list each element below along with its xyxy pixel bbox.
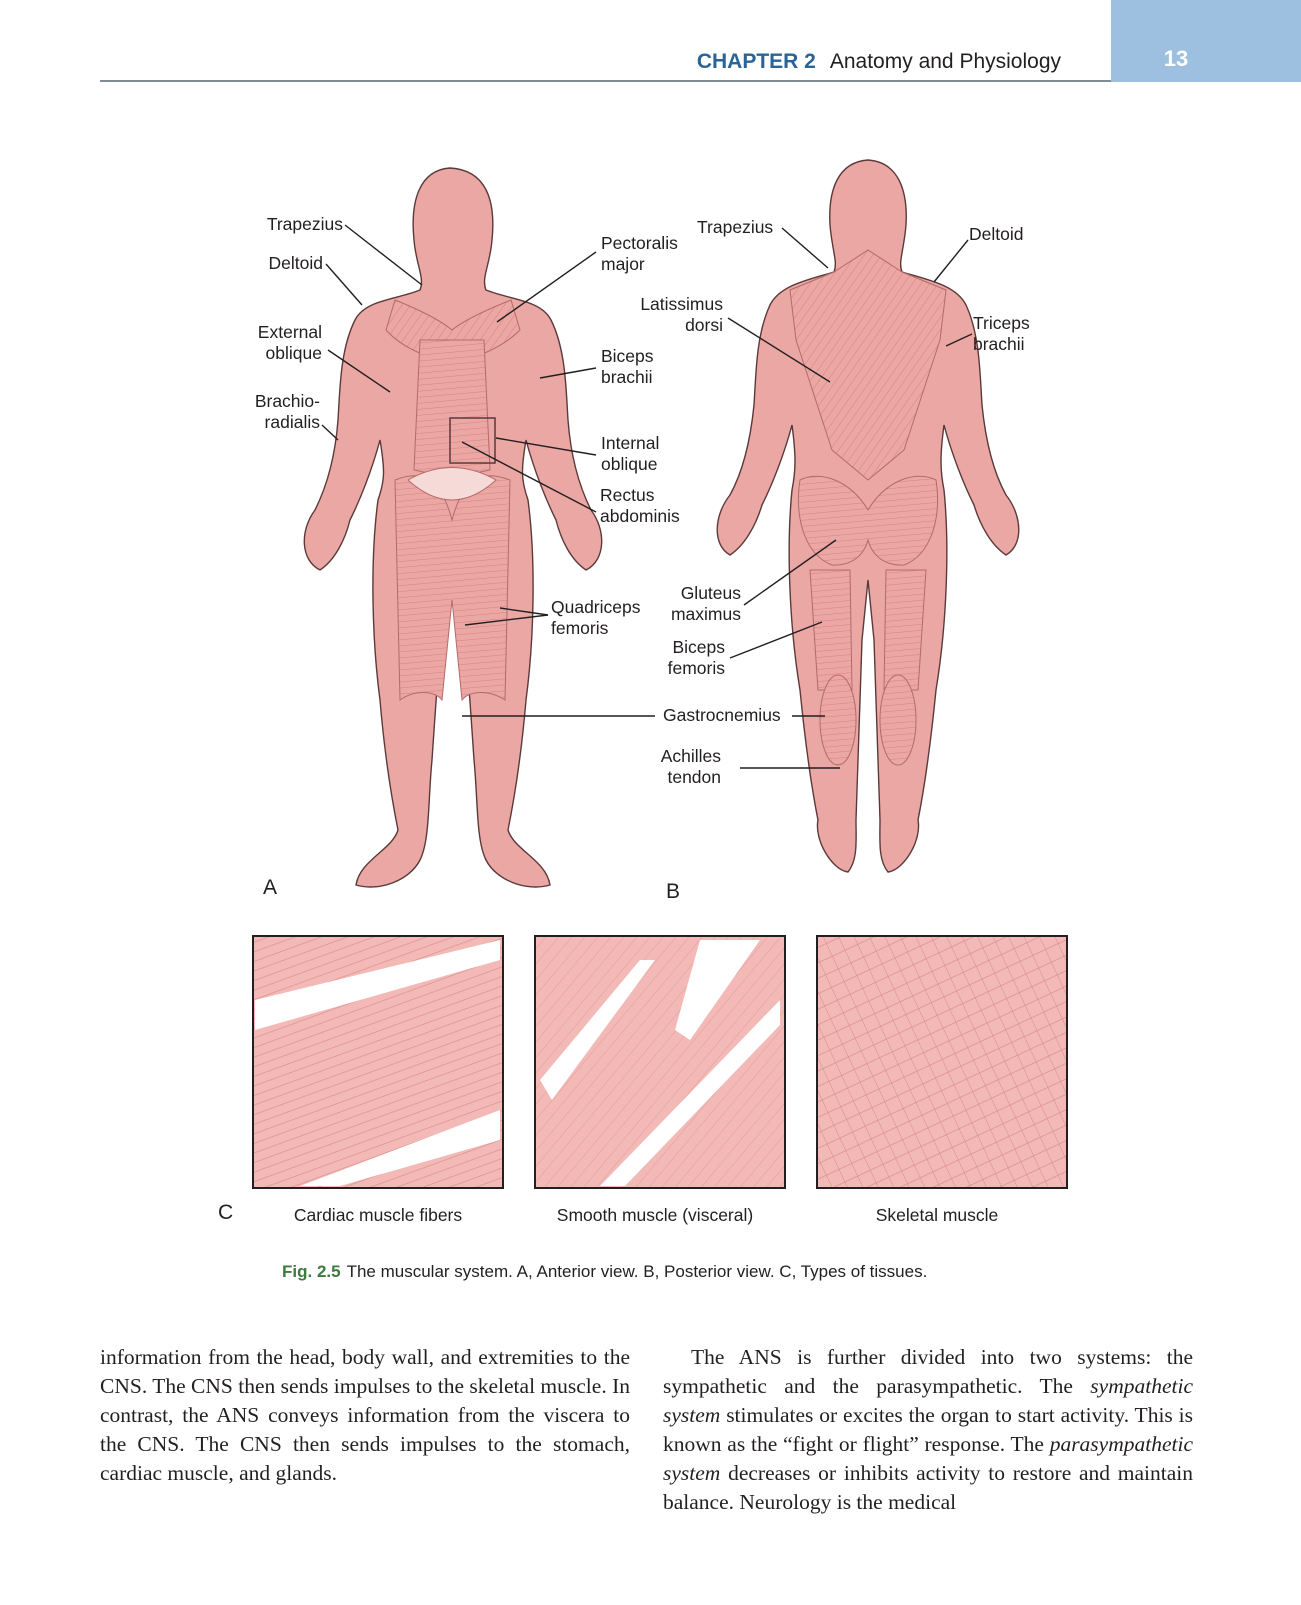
label-biceps-brachii: Biceps brachii <box>601 346 654 387</box>
body-column-right <box>663 1343 1193 1517</box>
body-text-right-intro: The ANS is further divided into two systems: the sympathetic and the parasympathetic. The <box>663 1345 1193 1398</box>
figure-caption-text: The muscular system. A, Anterior view. B, Posterior view. C, Types of tissues. <box>346 1262 928 1281</box>
label-latissimus-dorsi: Latissimus dorsi <box>640 294 723 335</box>
label-gastrocnemius: Gastrocnemius <box>663 705 781 725</box>
anterior-figure <box>304 168 601 887</box>
label-deltoid-posterior: Deltoid <box>969 224 1024 244</box>
label-triceps-brachii: Triceps brachii <box>973 313 1030 354</box>
label-rectus-abdominis: Rectus abdominis <box>600 485 680 526</box>
skeletal-muscle-panel <box>817 936 1067 1188</box>
label-external-oblique: External oblique <box>257 322 322 363</box>
posterior-figure <box>717 160 1019 872</box>
label-internal-oblique: Internal oblique <box>601 433 660 474</box>
label-brachioradialis: Brachio- radialis <box>254 391 320 432</box>
term-parasympathetic-system: parasympathetic system <box>663 1432 1193 1485</box>
chapter-label: CHAPTER 2 <box>696 50 816 73</box>
label-trapezius-anterior: Trapezius <box>266 214 343 234</box>
caption-skeletal-muscle: Skeletal muscle <box>875 1205 999 1225</box>
body-text-right-end: decreases or inhibits activity to restore and maintain balance. Neurology is the medical <box>663 1461 1193 1514</box>
smooth-muscle-panel <box>535 936 785 1188</box>
label-biceps-femoris: Biceps femoris <box>667 637 725 678</box>
label-gluteus-maximus: Gluteus maximus <box>670 583 741 624</box>
panel-label-c: C <box>218 1201 234 1224</box>
caption-cardiac-muscle: Cardiac muscle fibers <box>293 1205 463 1225</box>
body-paragraph-left: information from the head, body wall, and extremities to the CNS. The CNS then sends impulses to the skeletal muscle. In contrast, the ANS conveys information from the viscera to the CNS. The CNS then sends impulses to the stomach, cardiac muscle, and glands. <box>100 1345 630 1485</box>
label-quadriceps-femoris: Quadriceps femoris <box>551 597 641 638</box>
body-text-right-mid: stimulates or excites the organ to start activity. This is known as the “fight or flight” response. The <box>663 1403 1193 1456</box>
chapter-title: Anatomy and Physiology <box>829 50 1061 73</box>
panel-label-b: B <box>666 880 681 903</box>
cardiac-muscle-panel <box>253 936 503 1188</box>
panel-label-a: A <box>263 876 278 899</box>
body-column-left <box>100 1343 630 1488</box>
figure-number: Fig. 2.5 <box>282 1262 341 1281</box>
figure-caption <box>282 1262 927 1282</box>
body-paragraph-right <box>663 1343 1193 1517</box>
label-deltoid-anterior: Deltoid <box>268 253 323 273</box>
term-sympathetic-system: sympathetic system <box>663 1374 1193 1427</box>
label-achilles-tendon: Achilles tendon <box>660 746 721 787</box>
label-pectoralis-major: Pectoralis major <box>601 233 678 274</box>
label-trapezius-posterior: Trapezius <box>697 217 774 237</box>
page-number: 13 <box>1163 46 1189 71</box>
caption-smooth-muscle: Smooth muscle (visceral) <box>556 1205 754 1225</box>
